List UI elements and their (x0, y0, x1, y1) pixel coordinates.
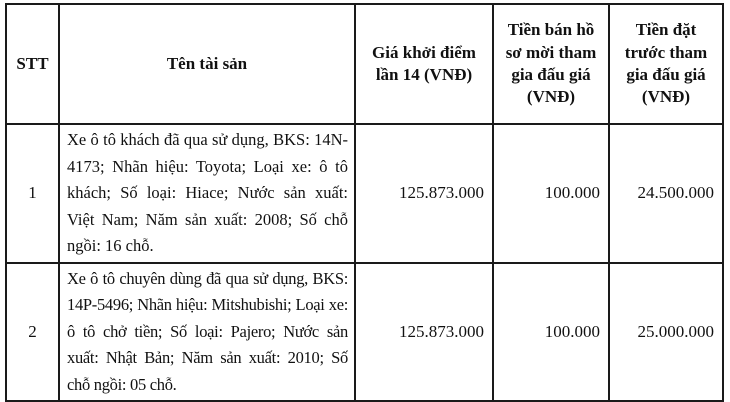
dossier-fee-cell: 100.000 (493, 124, 609, 263)
header-row (6, 4, 723, 124)
row-number-cell: 1 (6, 124, 59, 263)
asset-name-cell: Xe ô tô chuyên dùng đã qua sử dụng, BKS: 14P-5496; Nhãn hiệu: Mitshubishi; Loại xe: ô tô chở tiền; Số loại: Pajero; Nước sản xuất: Nhật Bản; Năm sản xuất: 2010; Số chỗ ngồi: 05 chỗ. (59, 263, 355, 402)
col-header-starting-price: Giá khởi điểm lần 14 (VNĐ) (355, 4, 493, 124)
col-header-deposit: Tiền đặt trước tham gia đấu giá (VNĐ) (609, 4, 723, 124)
auction-asset-table (5, 3, 724, 402)
deposit-cell: 24.500.000 (609, 124, 723, 263)
starting-price-cell: 125.873.000 (355, 124, 493, 263)
deposit-cell: 25.000.000 (609, 263, 723, 402)
dossier-fee-cell: 100.000 (493, 263, 609, 402)
col-header-stt: STT (6, 4, 59, 124)
row-number-cell: 2 (6, 263, 59, 402)
col-header-asset-name: Tên tài sản (59, 4, 355, 124)
table-row (6, 263, 723, 402)
col-header-dossier-fee: Tiền bán hồ sơ mời tham gia đấu giá (VNĐ) (493, 4, 609, 124)
starting-price-cell: 125.873.000 (355, 263, 493, 402)
asset-name-cell: Xe ô tô khách đã qua sử dụng, BKS: 14N-4173; Nhãn hiệu: Toyota; Loại xe: ô tô khách; Số loại: Hiace; Nước sản xuất: Việt Nam; Năm sản xuất: 2008; Số chỗ ngồi: 16 chỗ. (59, 124, 355, 263)
table-row (6, 124, 723, 263)
